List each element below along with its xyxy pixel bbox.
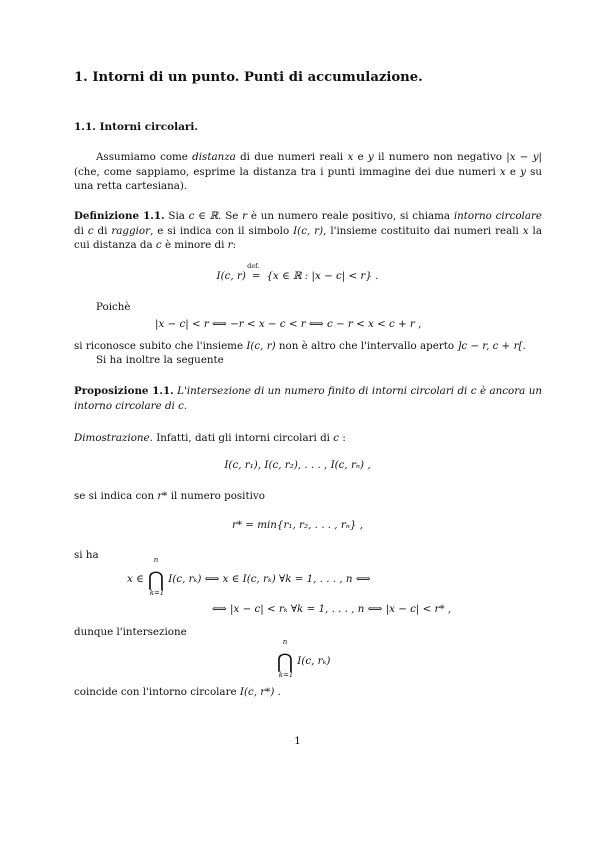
math-c: c (87, 224, 94, 237)
definition-text: di (74, 224, 88, 237)
after-chain-text: si riconosce subito che l'insieme (74, 340, 247, 352)
intro-text: (che, come sappiamo, esprime la distanza tra i punti immagine dei due numeri (74, 165, 500, 178)
intersection-line-1 (127, 556, 371, 597)
se-indica-paragraph (74, 489, 542, 504)
definition-paragraph (74, 209, 542, 253)
formula-lhs: I(c, r) (216, 270, 246, 282)
line1-lhs: x ∈ (127, 573, 144, 585)
math-x: x (347, 151, 354, 163)
math-y: y (367, 151, 374, 163)
intersection-expression (276, 638, 331, 679)
cap-upper-index: n (153, 556, 159, 564)
term-raggio: raggio (111, 224, 146, 237)
page-number: 1 (294, 735, 301, 747)
def-label: def. (247, 262, 260, 270)
definition-text: , l'insieme costituito dai numeri reali (323, 224, 523, 237)
se-indica-text: il numero positivo (167, 490, 265, 502)
proof-text: : (339, 432, 346, 444)
after-chain-text: non è altro che l'intervallo aperto (275, 340, 458, 352)
math-c: c (333, 432, 340, 444)
equals-sign: = (251, 270, 261, 282)
definition-text: è minore di (161, 239, 228, 252)
si-ha-seguente: Si ha inoltre la seguente (96, 354, 224, 366)
intro-text: e (353, 151, 368, 163)
math-c-in-R: c ∈ ℝ (188, 210, 219, 222)
math-r-star: r* (157, 490, 168, 502)
definition-text: Sia (164, 210, 189, 222)
cap-lower-index: k=1 (278, 671, 294, 679)
coincide-paragraph (74, 685, 542, 700)
definition-text: , e si indica con il simbolo (150, 224, 294, 237)
definition-text: la cui distanza da (74, 224, 542, 252)
intro-text: Assumiamo come (96, 151, 193, 163)
term-intorno-circolare: intorno circolare (453, 210, 542, 222)
line1-rhs: I(c, rₖ) ⟺ x ∈ I(c, rₖ) ∀k = 1, . . . , n ⟺ (168, 573, 371, 585)
math-x: x (522, 224, 529, 237)
math-I-c-r: I(c, r) (293, 224, 324, 237)
neighbourhood-list: I(c, r₁), I(c, r₂), . . . , I(c, rₙ) , (224, 459, 371, 471)
subsection-title: 1.1. Intorni circolari. (74, 121, 199, 133)
cap-upper-index: n (282, 638, 288, 646)
proof-label: Dimostrazione. (74, 432, 153, 444)
cap-expression: I(c, rₖ) (297, 655, 331, 667)
rstar-formula: r* = min{r₁, r₂, . . . , rₙ} , (231, 519, 364, 531)
intersection-line-2: ⟺ |x − c| < rₖ ∀k = 1, . . . , n ⟺ |x − c| < r* , (212, 603, 452, 615)
coincide-text: . (274, 686, 281, 698)
proposition-paragraph (74, 384, 542, 413)
math-I-c-rstar: I(c, r*) (239, 686, 275, 698)
si-ha-text: si ha (74, 549, 99, 561)
section-title: 1. Intorni di un punto. Punti di accumulazione. (74, 70, 423, 85)
cap-lower-index: k=1 (149, 589, 165, 597)
intro-text: il numero non negativo (373, 151, 507, 163)
term-distanza: distanza (192, 151, 236, 163)
definition-label: Definizione 1.1. (74, 210, 165, 222)
definition-text: : (232, 239, 237, 252)
after-chain-text: . (522, 340, 526, 352)
math-I-c-r: I(c, r) (246, 340, 276, 352)
big-intersection-symbol (276, 638, 294, 679)
math-abs-x-y: |x − y| (506, 151, 542, 163)
coincide-text: coincide con l'intorno circolare (74, 686, 240, 698)
math-open-interval: ]c − r, c + r[ (457, 340, 523, 352)
proposition-text: L'intersezione di un numero finito di intorni circolari di c è ancora un intorno circolare di c. (74, 385, 542, 412)
proof-text: Infatti, dati gli intorni circolari di (152, 432, 334, 444)
definition-formula (0, 262, 595, 282)
chain-formula: |x − c| < r ⟺ −r < x − c < r ⟺ c − r < x < c + r , (155, 318, 422, 330)
intro-text: e (505, 165, 521, 178)
math-r: r (145, 224, 151, 237)
intro-paragraph (74, 150, 542, 194)
proposition-label: Proposizione 1.1. (74, 385, 174, 397)
cap-symbol: ⋂ (147, 567, 165, 591)
math-x: x (499, 165, 506, 178)
math-y: y (520, 165, 526, 178)
formula-rhs: {x ∈ ℝ : |x − c| < r} . (266, 270, 379, 282)
math-r: r (227, 239, 233, 252)
definition-text: di (93, 224, 112, 237)
dunque-text: dunque l'intersezione (74, 626, 187, 638)
intro-text: di due numeri reali (235, 151, 348, 163)
se-indica-text: se si indica con (74, 490, 158, 502)
big-intersection-symbol (147, 556, 165, 597)
poiche-text: Poichè (96, 301, 131, 313)
def-equals (247, 262, 263, 282)
intro-text: su una retta cartesiana). (74, 165, 542, 193)
definition-text: . Se (218, 210, 243, 222)
math-c: c (155, 239, 162, 252)
proof-paragraph (74, 431, 542, 446)
cap-symbol: ⋂ (276, 649, 294, 673)
after-chain-paragraph (74, 339, 542, 354)
math-r: r (242, 210, 248, 222)
definition-text: è un numero reale positivo, si chiama (247, 210, 454, 222)
